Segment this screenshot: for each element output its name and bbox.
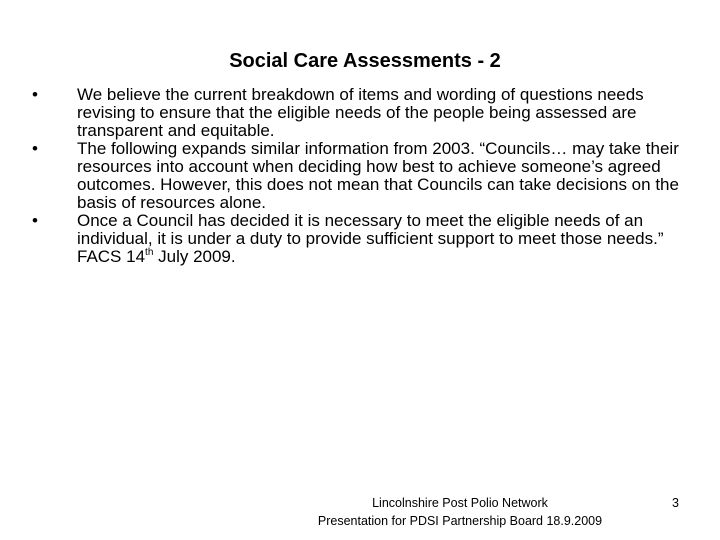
footer-organization: Lincolnshire Post Polio Network — [372, 496, 548, 510]
bullet-icon: • — [32, 139, 38, 158]
bullet-text-part: July 2009. — [153, 247, 236, 266]
bullet-item — [32, 140, 692, 212]
footer-presentation: Presentation for PDSI Partnership Board 18.9.2009 — [317, 514, 603, 528]
bullet-text: The following expands similar information from 2003. “Councils… may take their resources into account when deciding how best to achieve someone’s agreed outcomes. However, this does not mean that Councils can take decisions on the basis of resources alone. — [77, 139, 679, 212]
bullet-list — [32, 86, 692, 266]
bullet-item — [32, 212, 692, 266]
bullet-item — [32, 86, 692, 140]
bullet-text: We believe the current breakdown of items and wording of questions needs revising to ensure that the eligible needs of the people being assessed are transparent and equitable. — [77, 85, 644, 140]
bullet-text-part: Once a Council has decided it is necessary to meet the eligible needs of an individual, it is under a duty to provide sufficient support to meet those needs.” FACS 14 — [77, 211, 664, 266]
bullet-icon: • — [32, 211, 38, 230]
slide-title: Social Care Assessments - 2 — [229, 50, 501, 72]
bullet-icon: • — [32, 85, 38, 104]
superscript: th — [145, 247, 154, 258]
page-number: 3 — [672, 496, 679, 510]
bullet-text — [77, 211, 664, 266]
slide-footer — [300, 494, 620, 530]
